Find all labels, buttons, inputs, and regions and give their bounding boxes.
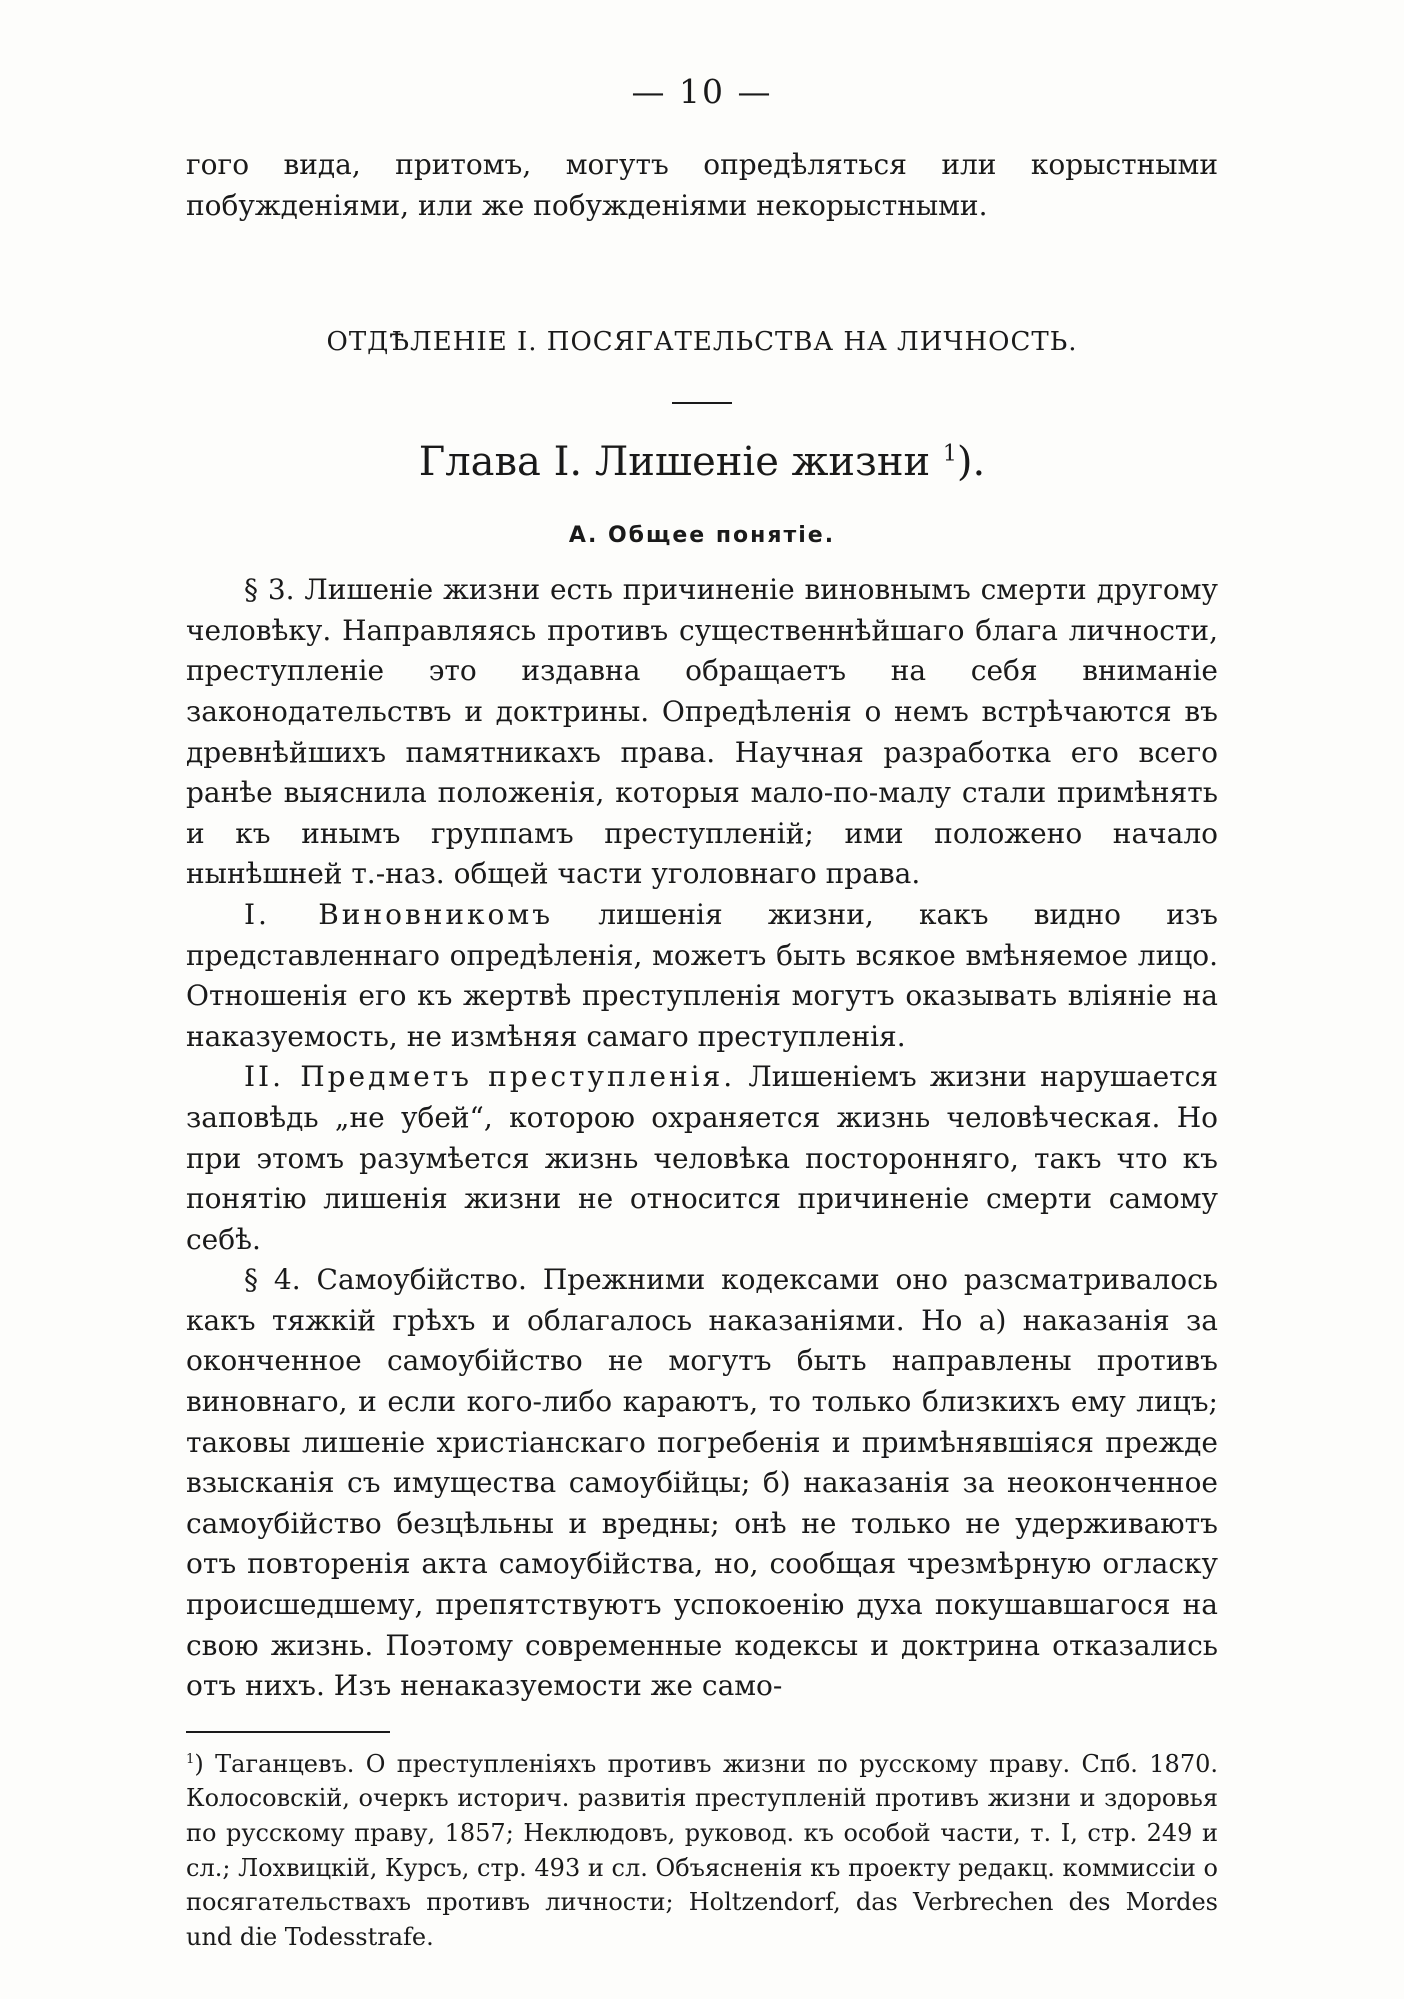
subsection-title: А. Общее понятіе. (568, 523, 836, 549)
footnote-text: ) Таганцевъ. О преступленіяхъ противъ жизни по русскому праву. Спб. 1870. Колосовскій, очеркъ историч. развитія преступленій противъ жизни и здоровья по русскому праву, 1857; Неклюдовъ, руковод. къ особой части, т. I, стр. 249 и сл.; Лохвицкій, Курсъ, стр. 493 и сл. Объясненія къ проекту редакц. коммиссіи о посягательствахъ противъ личности; Holtzendorf, das Verbrechen des Mordes und die Todesstrafe. (186, 1749, 1218, 1951)
paragraph-object (186, 1057, 1218, 1260)
footnote (186, 1747, 1218, 1955)
section-title: ОТДѢЛЕНІЕ I. ПОСЯГАТЕЛЬСТВА НА ЛИЧНОСТЬ. (326, 327, 1078, 358)
paragraph-lead: I. Виновникомъ (244, 897, 554, 931)
chapter-title-closing: . (972, 439, 986, 486)
paragraph-text: § 3. Лишеніе жизни есть причиненіе виновнымъ смерти другому человѣку. Направляясь противъ существеннѣйшаго блага личности, преступленіе это издавна обращаетъ на себя вниманіе законодательствъ и доктрины. Опредѣленія о немъ встрѣчаются въ древнѣйшихъ памятникахъ права. Научная разработка его всего ранѣе выяснила положенія, которыя мало-по-малу стали примѣнять и къ инымъ группамъ преступленій; ими положено начало нынѣшней т.-наз. общей части уголовнаго права. (186, 573, 1218, 891)
chapter-title-paren: ) (956, 439, 973, 486)
paragraph-section-4 (186, 1260, 1218, 1707)
footnote-mark: 1 (186, 1751, 195, 1767)
intro-paragraph: гого вида, притомъ, могутъ опредѣляться или корыстными побужденіями, или же побужденіями некорыстными. (186, 148, 1218, 222)
paragraph-culprit (186, 895, 1218, 1057)
page-content (186, 72, 1218, 1954)
paragraph-text: § 4. Самоубійство. Прежними кодексами оно разсматривалось какъ тяжкій грѣхъ и облагалось наказаніями. Но а) наказанія за оконченное самоубійство не могутъ быть направлены противъ виновнаго, и если кого-либо караютъ, то только близкихъ ему лицъ; таковы лишеніе христіанскаго погребенія и примѣнявшіяся прежде взысканія съ имущества самоубійцы; б) наказанія за неоконченное самоубійство безцѣльны и вредны; онѣ не только не удерживаютъ отъ повторенія акта самоубійства, но, сообщая чрезмѣрную огласку происшедшему, препятствуютъ успокоенію духа покушавшагося на свою жизнь. Поэтому современные кодексы и доктрина отказались отъ нихъ. Изъ ненаказуемости же само- (186, 1263, 1218, 1703)
chapter-title (186, 438, 1218, 486)
paragraph-text: лишенія жизни, какъ видно изъ представленнаго опредѣленія, можетъ быть всякое вмѣняемое лицо. Отношенія его къ жертвѣ преступленія могутъ оказывать вліяніе на наказуемость, не измѣняя самаго преступленія. (186, 897, 1218, 1053)
chapter-footnote-mark: 1 (942, 441, 957, 467)
paragraph-section-3 (186, 570, 1218, 895)
paragraph-lead: II. Предметъ преступленія. (244, 1060, 736, 1094)
paragraph-text: Лишеніемъ жизни нарушается заповѣдь „не убей“, которою охраняется жизнь человѣческая. Но при этомъ разумѣется жизнь человѣка посторонняго, такъ что къ понятію лишенія жизни не относится причиненіе смерти самому себѣ. (186, 1060, 1218, 1256)
footnote-divider (186, 1731, 390, 1733)
page-number: — 10 — (631, 72, 773, 111)
title-divider (672, 402, 732, 404)
chapter-title-text: Глава I. Лишеніе жизни (418, 439, 931, 486)
